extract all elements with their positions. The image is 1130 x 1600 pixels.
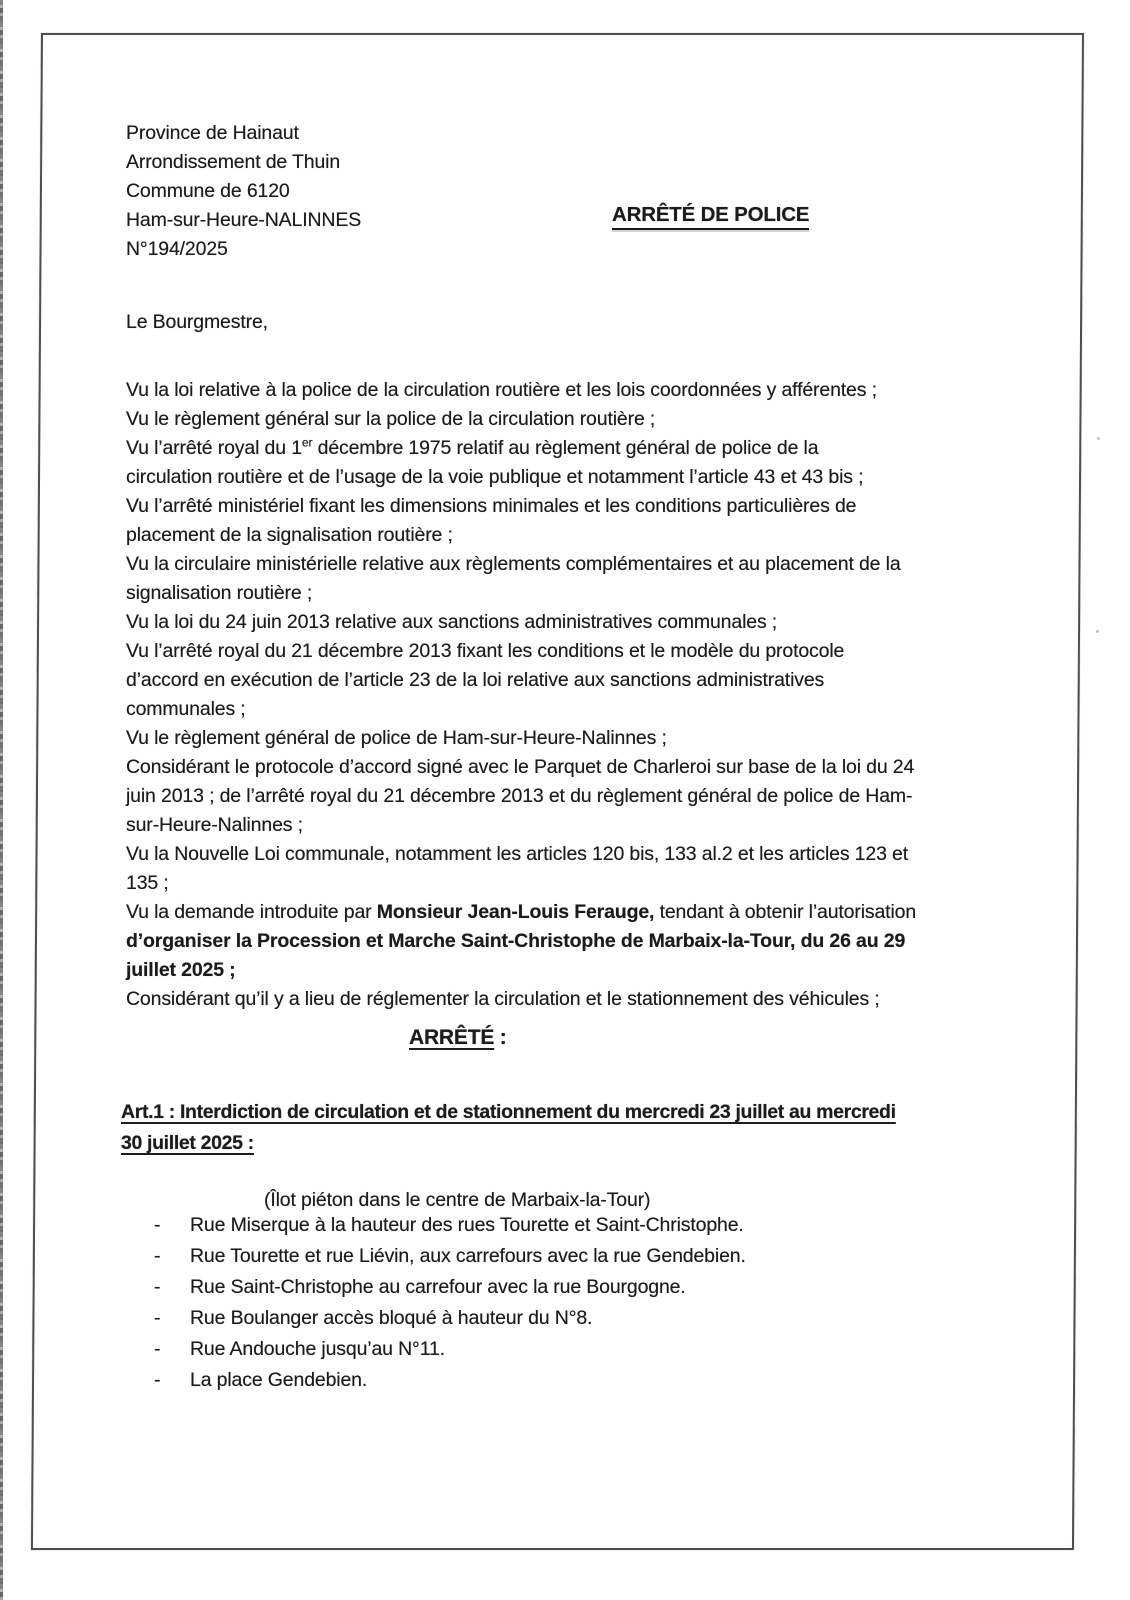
recital-line bbox=[126, 869, 916, 898]
recital-line bbox=[126, 985, 916, 1014]
scan-speck bbox=[1097, 437, 1100, 440]
letterhead-line: Province de Hainaut bbox=[126, 122, 299, 144]
salutation: Le Bourgmestre, bbox=[126, 311, 268, 333]
recital-segment: placement de la signalisation routière ; bbox=[126, 524, 453, 546]
recital-line bbox=[126, 637, 916, 666]
decree-heading-colon: : bbox=[494, 1026, 507, 1049]
recital-segment: Vu le règlement général sur la police de la circulation routière ; bbox=[126, 408, 656, 430]
recital-line bbox=[126, 434, 916, 463]
recital-segment: décembre 1975 relatif au règlement général de police de la bbox=[312, 437, 819, 459]
list-item bbox=[154, 1273, 746, 1304]
letterhead-line: Arrondissement de Thuin bbox=[126, 151, 341, 173]
recital-segment: Vu la Nouvelle Loi communale, notamment les articles 120 bis, 133 al.2 et les articles 123 et bbox=[126, 843, 908, 865]
recital-line bbox=[126, 782, 916, 811]
recital-segment: sur-Heure-Nalinnes ; bbox=[126, 814, 303, 836]
recital-line bbox=[126, 376, 916, 405]
recital-line bbox=[126, 695, 916, 724]
letterhead-block bbox=[126, 119, 361, 264]
street-list bbox=[154, 1211, 746, 1397]
article1-heading-line2: 30 juillet 2025 : bbox=[121, 1132, 254, 1154]
recital-segment: Vu la demande introduite par bbox=[126, 901, 377, 923]
recital-line bbox=[126, 927, 916, 956]
document-title bbox=[612, 203, 809, 227]
dash-bullet: - bbox=[154, 1307, 161, 1329]
recital-segment: d’organiser la Procession et Marche Saint-Christophe de Marbaix-la-Tour, du 26 au 29 bbox=[126, 930, 906, 952]
recital-line bbox=[126, 492, 916, 521]
recital-segment: Vu le règlement général de police de Ham-sur-Heure-Nalinnes ; bbox=[126, 727, 667, 749]
recital-segment: Considérant le protocole d’accord signé avec le Parquet de Charleroi sur base de la loi du 24 bbox=[126, 756, 915, 778]
recital-segment: juin 2013 ; de l’arrêté royal du 21 décembre 2013 et du règlement général de police de Ham- bbox=[126, 785, 913, 807]
recital-segment: signalisation routière ; bbox=[126, 582, 313, 604]
recital-segment: Vu l’arrêté ministériel fixant les dimensions minimales et les conditions particulières de bbox=[126, 495, 857, 517]
dash-bullet: - bbox=[154, 1276, 161, 1298]
list-item bbox=[154, 1366, 746, 1397]
scan-speck bbox=[1096, 630, 1099, 633]
recital-line bbox=[126, 840, 916, 869]
recital-line bbox=[126, 405, 916, 434]
recital-line bbox=[126, 521, 916, 550]
list-item-text: Rue Miserque à la hauteur des rues Tourette et Saint-Christophe. bbox=[190, 1214, 744, 1236]
recital-line bbox=[126, 753, 916, 782]
recital-segment: Vu l’arrêté royal du 21 décembre 2013 fixant les conditions et le modèle du protocole bbox=[126, 640, 845, 662]
list-item-text: Rue Saint-Christophe au carrefour avec la rue Bourgogne. bbox=[190, 1276, 686, 1298]
recital-segment: er bbox=[301, 435, 313, 450]
recital-line bbox=[126, 608, 916, 637]
recital-segment: Vu l’arrêté royal du 1 bbox=[126, 437, 302, 459]
article1-heading bbox=[121, 1097, 896, 1159]
recital-line bbox=[126, 666, 916, 695]
list-item-text: La place Gendebien. bbox=[190, 1369, 368, 1391]
recital-segment: juillet 2025 ; bbox=[126, 959, 236, 981]
list-item bbox=[154, 1335, 746, 1366]
article1-heading-line1: Art.1 : Interdiction de circulation et de stationnement du mercredi 23 juillet au mercredi bbox=[121, 1101, 896, 1123]
letterhead-line: N°194/2025 bbox=[126, 238, 228, 260]
letterhead-line: Ham-sur-Heure-NALINNES bbox=[126, 209, 362, 231]
dash-bullet: - bbox=[154, 1338, 161, 1360]
recital-line bbox=[126, 898, 916, 927]
list-item-text: Rue Tourette et rue Liévin, aux carrefours avec la rue Gendebien. bbox=[190, 1245, 746, 1267]
list-item-text: Rue Andouche jusqu’au N°11. bbox=[190, 1338, 445, 1360]
dash-bullet: - bbox=[154, 1369, 161, 1391]
recital-segment: Vu la loi du 24 juin 2013 relative aux sanctions administratives communales ; bbox=[126, 611, 778, 633]
recital-line bbox=[126, 956, 916, 985]
recital-segment: Monsieur Jean-Louis Ferauge, bbox=[376, 901, 655, 923]
recital-segment: Vu la circulaire ministérielle relative aux règlements complémentaires et au placement de la bbox=[126, 553, 901, 575]
recitals-block bbox=[126, 376, 916, 1014]
recital-line bbox=[126, 579, 916, 608]
scan-edge-artifact bbox=[0, 0, 3, 1600]
recital-segment: circulation routière et de l’usage de la voie publique et notamment l’article 43 et 43 bis ; bbox=[126, 466, 864, 488]
recital-segment: tendant à obtenir l’autorisation bbox=[654, 901, 917, 923]
recital-segment: d’accord en exécution de l’article 23 de la loi relative aux sanctions administratives bbox=[126, 669, 825, 691]
recital-segment: Considérant qu’il y a lieu de réglementer la circulation et le stationnement des véhicules ; bbox=[126, 988, 880, 1010]
list-item bbox=[154, 1304, 746, 1335]
recital-segment: communales ; bbox=[126, 698, 246, 720]
list-item bbox=[154, 1211, 746, 1242]
recital-line bbox=[126, 463, 916, 492]
document-title-text: ARRÊTÉ DE POLICE bbox=[612, 203, 809, 230]
recital-segment: Vu la loi relative à la police de la circulation routière et les lois coordonnées y afférentes ; bbox=[126, 379, 877, 401]
recital-line bbox=[126, 724, 916, 753]
recital-segment: 135 ; bbox=[126, 872, 169, 894]
decree-heading-text: ARRÊTÉ bbox=[409, 1026, 495, 1049]
recital-line bbox=[126, 550, 916, 579]
decree-heading bbox=[409, 1026, 507, 1050]
dash-bullet: - bbox=[154, 1245, 161, 1267]
article1-subtitle: (Îlot piéton dans le centre de Marbaix-la-Tour) bbox=[264, 1189, 651, 1211]
recital-line bbox=[126, 811, 916, 840]
list-item-text: Rue Boulanger accès bloqué à hauteur du N°8. bbox=[190, 1307, 593, 1329]
dash-bullet: - bbox=[154, 1214, 161, 1236]
letterhead-line: Commune de 6120 bbox=[126, 180, 290, 202]
list-item bbox=[154, 1242, 746, 1273]
